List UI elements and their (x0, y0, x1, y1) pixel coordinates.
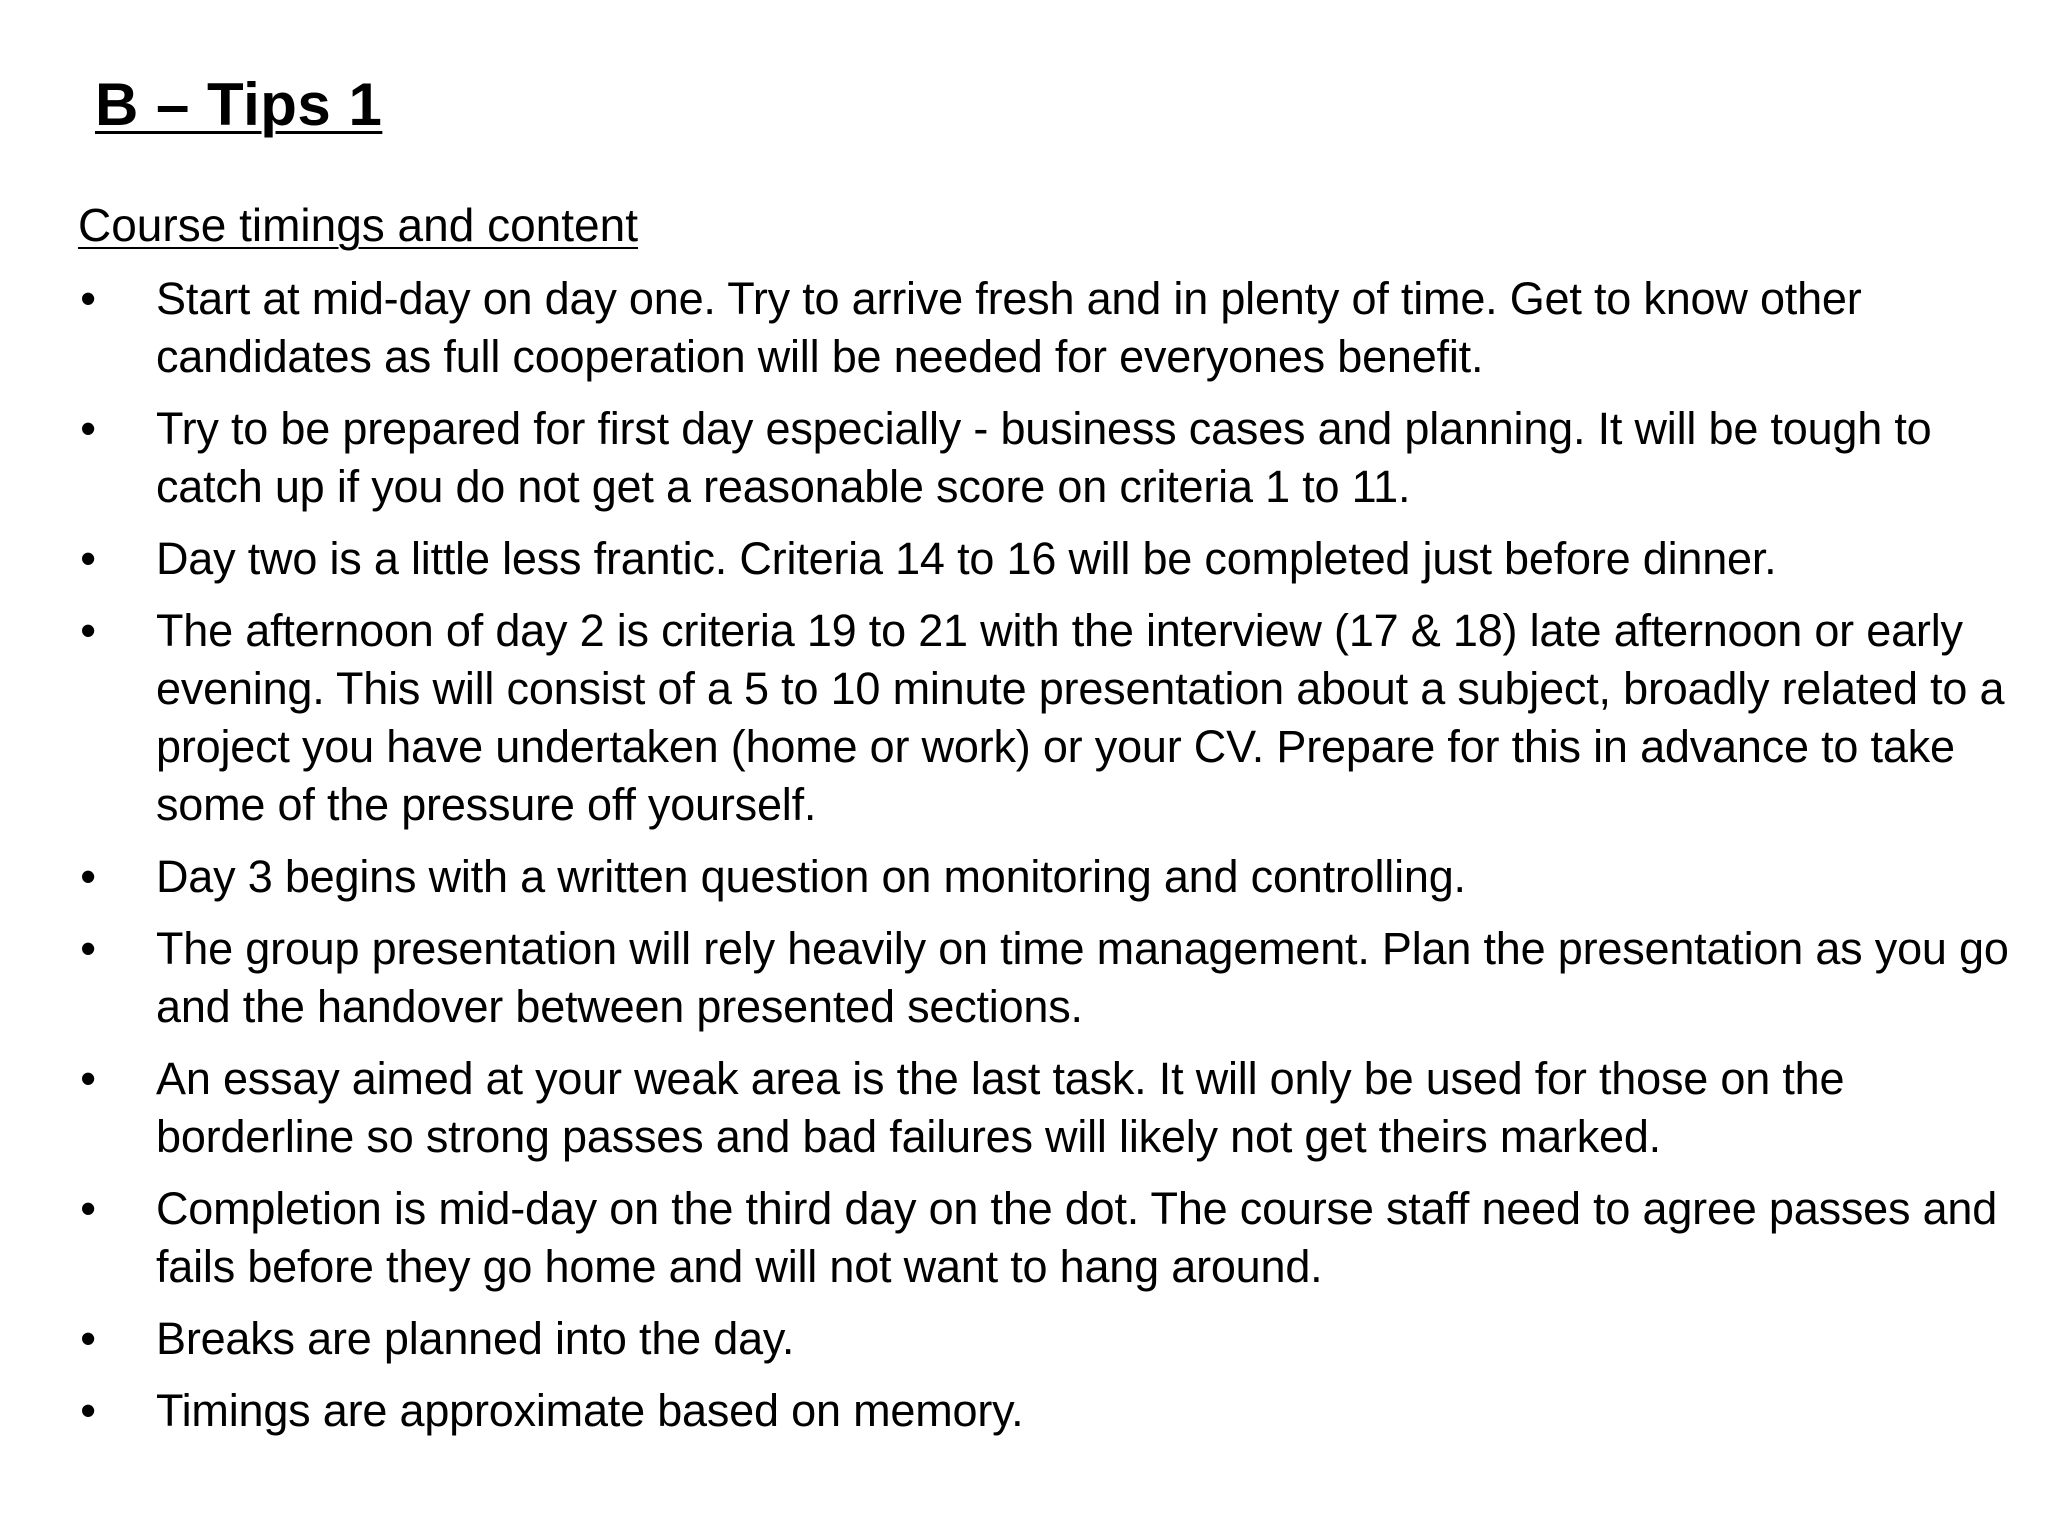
bullet-dot-icon: • (80, 1053, 96, 1104)
bullet-dot-icon: • (80, 1183, 96, 1234)
bullet-dot-icon: • (80, 923, 96, 974)
bullet-item (78, 270, 2013, 386)
bullet-text: An essay aimed at your weak area is the last task. It will only be used for those on the borderline so strong passes and bad failures will likely not get theirs marked. (156, 1053, 1845, 1162)
bullet-item (78, 1310, 2013, 1368)
bullet-dot-icon: • (80, 605, 96, 656)
bullet-item (78, 848, 2013, 906)
bullet-text: Day two is a little less frantic. Criteria 14 to 16 will be completed just before dinner. (156, 533, 1777, 584)
bullet-text: Completion is mid-day on the third day on the dot. The course staff need to agree passes and fails before they go home and will not want to hang around. (156, 1183, 1998, 1292)
bullet-dot-icon: • (80, 533, 96, 584)
bullet-item (78, 1180, 2013, 1296)
slide-title: B – Tips 1 (95, 71, 383, 138)
section-subtitle: Course timings and content (78, 199, 638, 251)
bullet-dot-icon: • (80, 851, 96, 902)
bullet-text: Timings are approximate based on memory. (156, 1385, 1024, 1436)
bullet-item (78, 920, 2013, 1036)
bullet-dot-icon: • (80, 1385, 96, 1436)
bullet-item (78, 1382, 2013, 1440)
bullet-dot-icon: • (80, 1313, 96, 1364)
bullet-text: The afternoon of day 2 is criteria 19 to 21 with the interview (17 & 18) late afternoon or early evening. This will consist of a 5 to 10 minute presentation about a subject, broadly related to a project you have undertaken (home or work) or your CV. Prepare for this in advance to take some of the pressure off yourself. (156, 605, 2005, 830)
bullet-dot-icon: • (80, 273, 96, 324)
bullet-item (78, 400, 2013, 516)
bullet-text: Breaks are planned into the day. (156, 1313, 795, 1364)
bullet-text: Day 3 begins with a written question on monitoring and controlling. (156, 851, 1466, 902)
bullet-text: Try to be prepared for first day especially - business cases and planning. It will be tough to catch up if you do not get a reasonable score on criteria 1 to 11. (156, 403, 1932, 512)
bullet-item (78, 1050, 2013, 1166)
bullet-item (78, 530, 2013, 588)
bullet-dot-icon: • (80, 403, 96, 454)
bullet-text: Start at mid-day on day one. Try to arrive fresh and in plenty of time. Get to know other candidates as full cooperation will be needed for everyones benefit. (156, 273, 1862, 382)
bullet-text: The group presentation will rely heavily on time management. Plan the presentation as you go and the handover between presented sections. (156, 923, 2009, 1032)
bullet-list (78, 270, 2013, 1454)
bullet-item (78, 602, 2013, 834)
